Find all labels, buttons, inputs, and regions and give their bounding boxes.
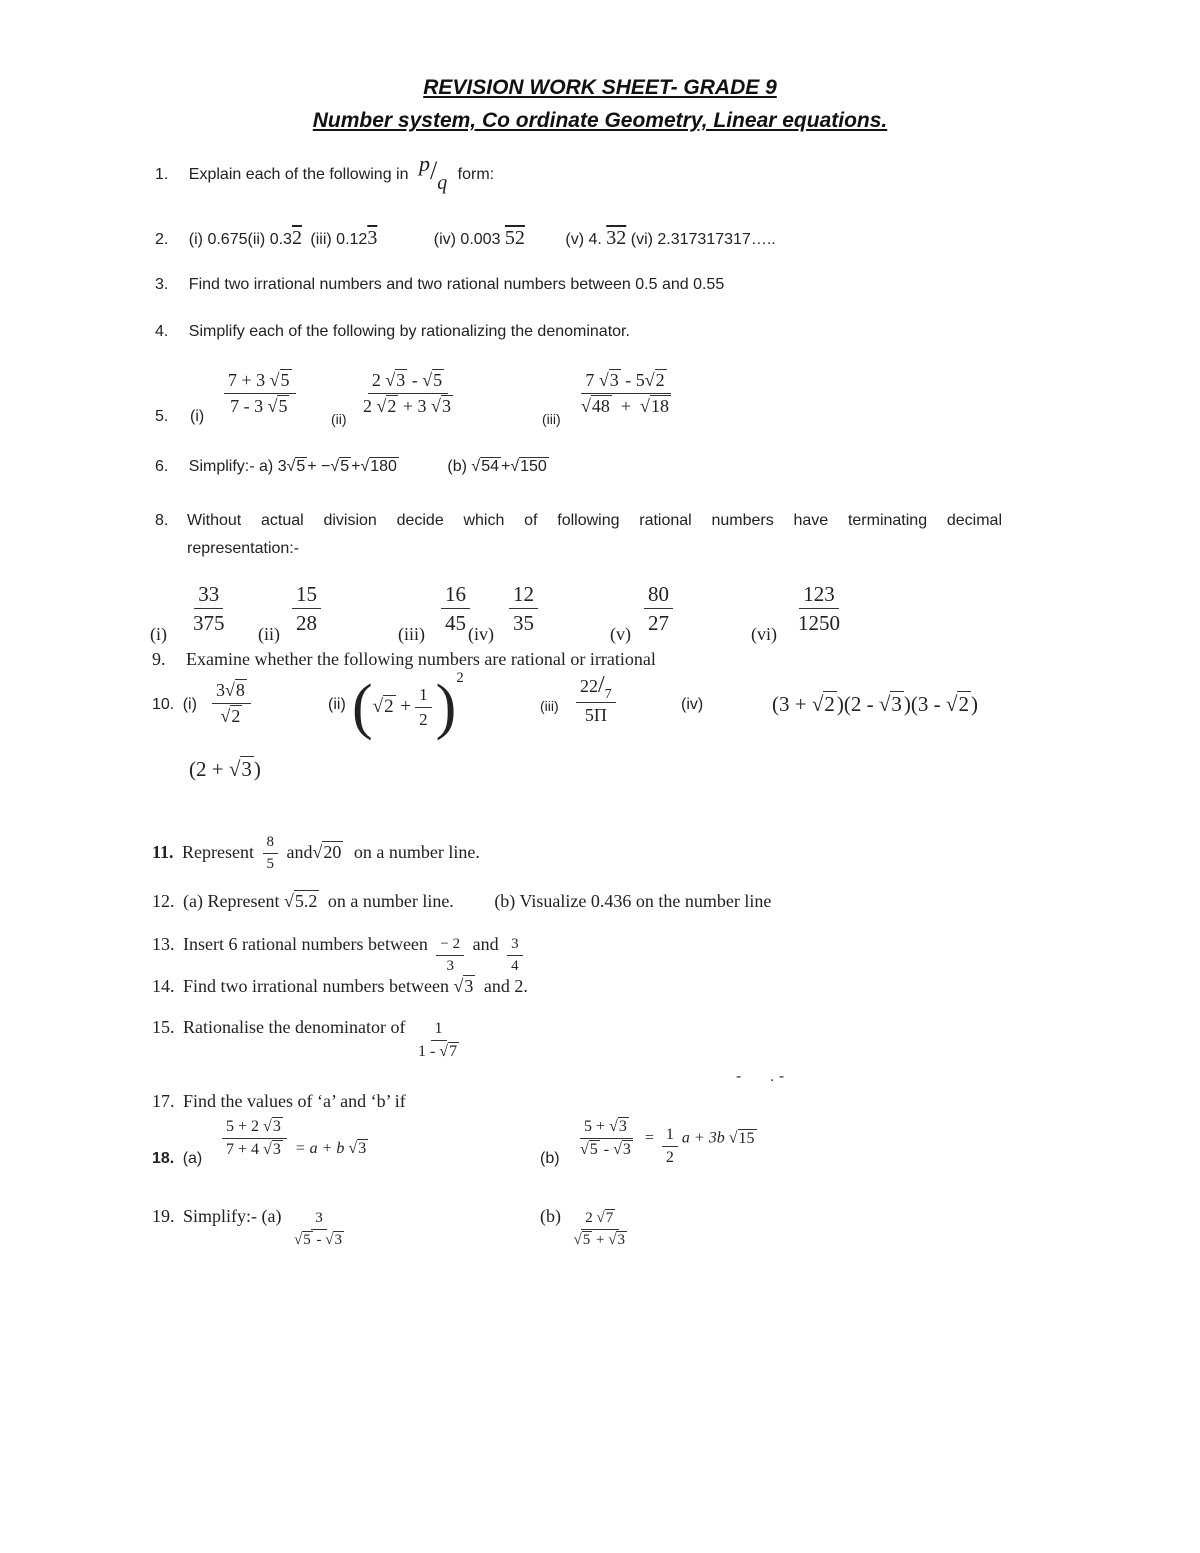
- denominator-text: 1 -: [417, 1043, 436, 1061]
- operator: - 5: [625, 370, 645, 390]
- q18-part-b-label: (b): [540, 1150, 560, 1167]
- operator: +: [400, 696, 412, 717]
- question-number: 11.: [152, 841, 174, 862]
- question-8: [155, 512, 1005, 530]
- question-number: 4.: [155, 323, 169, 340]
- numerator-text: 5 +: [584, 1118, 606, 1135]
- q5-part-iii-label: (iii): [542, 411, 561, 427]
- denominator: 5: [266, 856, 274, 873]
- q8-fraction-label: (v): [610, 624, 631, 644]
- q8-fraction: [288, 582, 325, 635]
- radicand: 3: [241, 757, 252, 781]
- part-iv: (iv) 0.003: [433, 231, 501, 248]
- question-number: 10.: [152, 696, 175, 713]
- question-number: 17.: [152, 1091, 175, 1111]
- radicand: 5: [278, 395, 288, 416]
- page-title: REVISION WORK SHEET- GRADE 9: [423, 76, 777, 99]
- radicand: 3: [272, 1141, 281, 1159]
- q19-part-b: (b) $\frac{2 √7}{√5 + √3}$: [540, 1205, 625, 1249]
- part-vi: (vi) 2.317317317…..: [630, 231, 776, 248]
- question-17: [152, 1091, 406, 1112]
- radicand: 2: [387, 395, 397, 416]
- q10-part-ii-label: (ii): [328, 696, 346, 713]
- question-number: 6.: [155, 458, 169, 475]
- q5-part-ii-label: (ii): [331, 411, 347, 427]
- numerator: − 2: [436, 936, 464, 956]
- question-number: 2.: [155, 231, 169, 248]
- question-1: [155, 151, 495, 194]
- question-text: Represent: [182, 841, 254, 862]
- radicand: 3: [618, 1118, 627, 1135]
- numerator: 3: [507, 936, 523, 956]
- radicand: 5: [296, 458, 306, 475]
- question-8-line-2: representation:-: [187, 540, 300, 557]
- connector: and: [472, 933, 499, 954]
- numerator: 12: [509, 582, 538, 609]
- radicand: 8: [235, 680, 245, 700]
- radicand: 3: [441, 395, 451, 416]
- denominator: 2: [665, 1149, 674, 1167]
- denominator: 375: [193, 611, 225, 636]
- part-a-prefix: Simplify:- a) 3: [188, 458, 287, 475]
- radicand: 5: [582, 1232, 591, 1249]
- q8-fraction: [185, 582, 233, 635]
- radicand: 18: [650, 395, 669, 416]
- q-symbol: q: [437, 172, 448, 194]
- denominator: 35: [513, 611, 534, 636]
- radicand: 5: [589, 1141, 598, 1159]
- part-a-text: (a) Represent: [183, 891, 280, 911]
- q8-fraction-label: (i): [150, 624, 167, 644]
- q10-continuation: (2 + √3): [189, 757, 261, 781]
- question-text: and 2.: [483, 976, 528, 996]
- repeating-digit: 52: [504, 227, 525, 249]
- question-5-number: 5.: [155, 408, 169, 425]
- rhs-text: a + 3b: [681, 1129, 725, 1147]
- numerator-text: 5 + 2: [226, 1118, 260, 1135]
- operator: -: [411, 370, 418, 390]
- stray-mark: -: [736, 1068, 742, 1085]
- radicand: 180: [370, 458, 397, 475]
- radicand: 5: [340, 458, 350, 475]
- question-15: 15. Rationalise the denominator of $\frac{1}{1 - √7}$: [152, 1017, 458, 1061]
- stray-mark: . -: [770, 1068, 785, 1085]
- q8-fraction: [505, 582, 542, 635]
- factor-close: ): [253, 757, 261, 781]
- denominator: 27: [648, 611, 669, 636]
- inner-denominator: 7: [604, 687, 612, 702]
- question-number: 15.: [152, 1017, 175, 1038]
- part-i-ii: (i) 0.675(ii) 0.3: [188, 231, 292, 248]
- right-paren: ): [435, 673, 457, 741]
- question-number: 13.: [152, 933, 175, 954]
- coef: 2: [585, 1210, 593, 1226]
- numerator: 3: [311, 1210, 327, 1230]
- q10-part-iii-fraction: $\frac{22/_7}{5\Pi}$: [572, 672, 620, 725]
- radicand: 54: [481, 458, 499, 475]
- radicand: 5: [280, 370, 290, 390]
- question-text: Examine whether the following numbers are rational or irrational: [186, 649, 656, 669]
- q5-part-i-fraction: $\frac{7 + 3 √5}{7 - 3 √5}$: [220, 370, 300, 416]
- q10-part-ii-expression: (√2 + $\frac{1}{2}$ )$^2$: [352, 670, 464, 741]
- question-18-number: [152, 1150, 202, 1168]
- factor-open: (2 -: [843, 692, 874, 716]
- question-text: Simplify each of the following by rationalizing the denominator.: [188, 323, 630, 340]
- radicand: 2: [231, 705, 241, 726]
- q8-fraction-label: (ii): [258, 624, 280, 644]
- part-b-text: (b) Visualize 0.436 on the number line: [494, 891, 772, 911]
- radicand: 3: [617, 1232, 625, 1249]
- part-v: (v) 4.: [565, 231, 602, 248]
- radicand: 48: [591, 395, 610, 416]
- q10-part-iv-expression: (3 + √2)(2 - √3)(3 - √2): [772, 692, 978, 716]
- question-6: 6. Simplify:- a) 3√5 + −√5 +√180 (b) √54 +√150: [155, 458, 547, 475]
- radicand: 3: [358, 1139, 367, 1157]
- radicand: 20: [323, 841, 342, 862]
- slash-symbol: /: [429, 156, 438, 185]
- radicand: 7: [605, 1210, 614, 1226]
- radicand: 7: [449, 1043, 458, 1061]
- question-10-number: [152, 696, 197, 714]
- denominator: 4: [511, 958, 519, 975]
- radicand: 3: [622, 1141, 631, 1159]
- denominator: 3: [446, 958, 455, 975]
- connector: and: [286, 841, 313, 862]
- denominator: 5Π: [584, 704, 607, 725]
- radicand: 3: [609, 370, 619, 390]
- part-label: (b): [540, 1205, 561, 1226]
- radicand: 2: [384, 696, 394, 717]
- question-number: 12.: [152, 891, 175, 911]
- question-number: 8.: [155, 512, 169, 529]
- numerator: 22: [580, 676, 598, 696]
- operator: + −: [307, 458, 331, 475]
- question-text: Explain each of the following in: [188, 166, 409, 183]
- repeating-digit: 3: [367, 227, 378, 249]
- radicand: 15: [738, 1129, 755, 1147]
- question-text-line-1: Without actual division decide which of following rational numbers have terminating decimal: [187, 512, 1002, 529]
- factor-close: ): [970, 692, 978, 716]
- q10-part-iv-label: (iv): [681, 696, 704, 713]
- radicand: 2: [655, 370, 665, 390]
- part-a-text: on a number line.: [327, 891, 454, 911]
- numerator: 16: [441, 582, 470, 609]
- radicand: 5: [433, 370, 443, 390]
- question-number: 14.: [152, 976, 175, 996]
- q10-part-iii-label: (iii): [540, 698, 559, 714]
- q8-fraction: [790, 582, 848, 635]
- q5-part-iii-fraction: $\frac{7 √3 - 5√2}{√48 + √18}$: [581, 370, 669, 416]
- numerator: 123: [799, 582, 839, 609]
- operator: -: [603, 1141, 610, 1159]
- numerator: 1: [415, 685, 432, 708]
- p-symbol: p: [418, 151, 430, 176]
- repeating-digit: 2: [291, 227, 302, 249]
- question-number: 9.: [152, 649, 166, 669]
- left-paren: (: [352, 673, 373, 741]
- q8-fraction: [640, 582, 677, 635]
- numerator: 80: [644, 582, 673, 609]
- denominator-text: 7 + 4: [226, 1141, 260, 1159]
- radicand: 3: [891, 692, 902, 716]
- question-text: Rationalise the denominator of: [183, 1017, 406, 1038]
- operator: +: [620, 395, 632, 416]
- numerator: 8: [263, 834, 279, 854]
- q8-fraction-label: (vi): [751, 624, 777, 644]
- question-19: 19. Simplify:- (a) $\frac{3}{√5 - √3}$: [152, 1205, 342, 1249]
- factor-close: ): [836, 692, 844, 716]
- question-number: 3.: [155, 276, 169, 293]
- part-label: (i): [182, 696, 197, 713]
- factor-open: (3 -: [910, 692, 941, 716]
- question-text: Find two irrational numbers and two rational numbers between 0.5 and 0.55: [188, 276, 725, 293]
- question-12: 12. (a) Represent √5.2 on a number line. (b) Visualize 0.436 on the number line: [152, 891, 772, 911]
- coef: 2: [363, 395, 372, 416]
- question-2: [155, 227, 776, 250]
- question-13: [152, 926, 527, 975]
- exponent: 2: [456, 670, 464, 687]
- q8-fraction-label: (iv): [468, 624, 494, 644]
- part-iii: (iii) 0.12: [310, 231, 368, 248]
- numerator: 15: [292, 582, 321, 609]
- question-suffix: form:: [457, 166, 495, 183]
- factor-close: ): [903, 692, 911, 716]
- operator: +: [351, 458, 361, 475]
- question-9: [152, 649, 656, 670]
- question-11: 11. Represent $\frac{8}{5}$ and√20 on a number line.: [152, 834, 480, 873]
- radicand: 3: [464, 976, 474, 996]
- operator: + 3: [402, 395, 427, 416]
- question-4: [155, 323, 630, 341]
- denominator: 28: [296, 611, 317, 636]
- denominator: 45: [445, 611, 466, 636]
- q10-part-i-fraction: $\frac{3√8}{√2}$: [208, 680, 255, 726]
- radicand: 3: [334, 1232, 342, 1249]
- radicand: 3: [272, 1118, 281, 1135]
- question-text: Find two irrational numbers between: [183, 976, 449, 996]
- q18-part-a-equation: $\frac{5 + 2 √3}{7 + 4 √3}$ = a + b √3: [218, 1118, 368, 1160]
- coef: 2: [371, 370, 381, 390]
- denominator-text: 7 - 3: [230, 395, 264, 416]
- q5-part-ii-fraction: $\frac{2 √3 - √5}{2 √2 + 3 √3}$: [363, 370, 451, 416]
- part-label: (a): [182, 1150, 203, 1167]
- question-number: 19.: [152, 1205, 175, 1226]
- coef: 7: [585, 370, 595, 390]
- part-b-label: (b): [447, 458, 467, 475]
- radicand: 3: [396, 370, 406, 390]
- denominator: 1250: [798, 611, 840, 636]
- page-subtitle: Number system, Co ordinate Geometry, Linear equations.: [312, 109, 888, 132]
- q18-part-b-equation: $\frac{5 + √3}{√5 - √3}$ = $\frac{1}{2}$ a + 3b √15: [580, 1118, 755, 1167]
- question-text: on a number line.: [353, 841, 480, 862]
- factor-open: (2 +: [189, 757, 224, 781]
- radicand: 5.2: [294, 891, 318, 911]
- numerator-text: 7 + 3: [228, 370, 266, 390]
- radicand: 2: [824, 692, 835, 716]
- part-a-text: Simplify:- (a): [183, 1205, 282, 1226]
- rhs-text: = a + b: [294, 1139, 345, 1157]
- question-text: Insert 6 rational numbers between: [183, 933, 428, 954]
- denominator: 2: [419, 709, 428, 729]
- equals-sign: =: [644, 1129, 654, 1147]
- operator: +: [595, 1232, 605, 1249]
- q5-part-i-label: (i): [190, 408, 205, 425]
- numerator: 1: [431, 1020, 447, 1041]
- numerator: 33: [194, 582, 223, 609]
- question-3: [155, 276, 724, 294]
- radicand: 150: [520, 458, 547, 475]
- operator: +: [500, 458, 511, 475]
- factor-open: (3 +: [772, 692, 807, 716]
- question-number: 18.: [152, 1150, 175, 1167]
- radicand: 2: [958, 692, 969, 716]
- question-number: 1.: [155, 166, 169, 183]
- repeating-digit: 32: [606, 227, 627, 249]
- coef: 3: [216, 680, 225, 700]
- operator: -: [316, 1232, 322, 1249]
- question-14: 14. Find two irrational numbers between √3 and 2.: [152, 976, 528, 996]
- radicand: 5: [303, 1232, 311, 1249]
- question-text: Find the values of ‘a’ and ‘b’ if: [183, 1091, 406, 1111]
- q8-fraction-label: (iii): [398, 624, 425, 644]
- numerator: 1: [662, 1126, 678, 1147]
